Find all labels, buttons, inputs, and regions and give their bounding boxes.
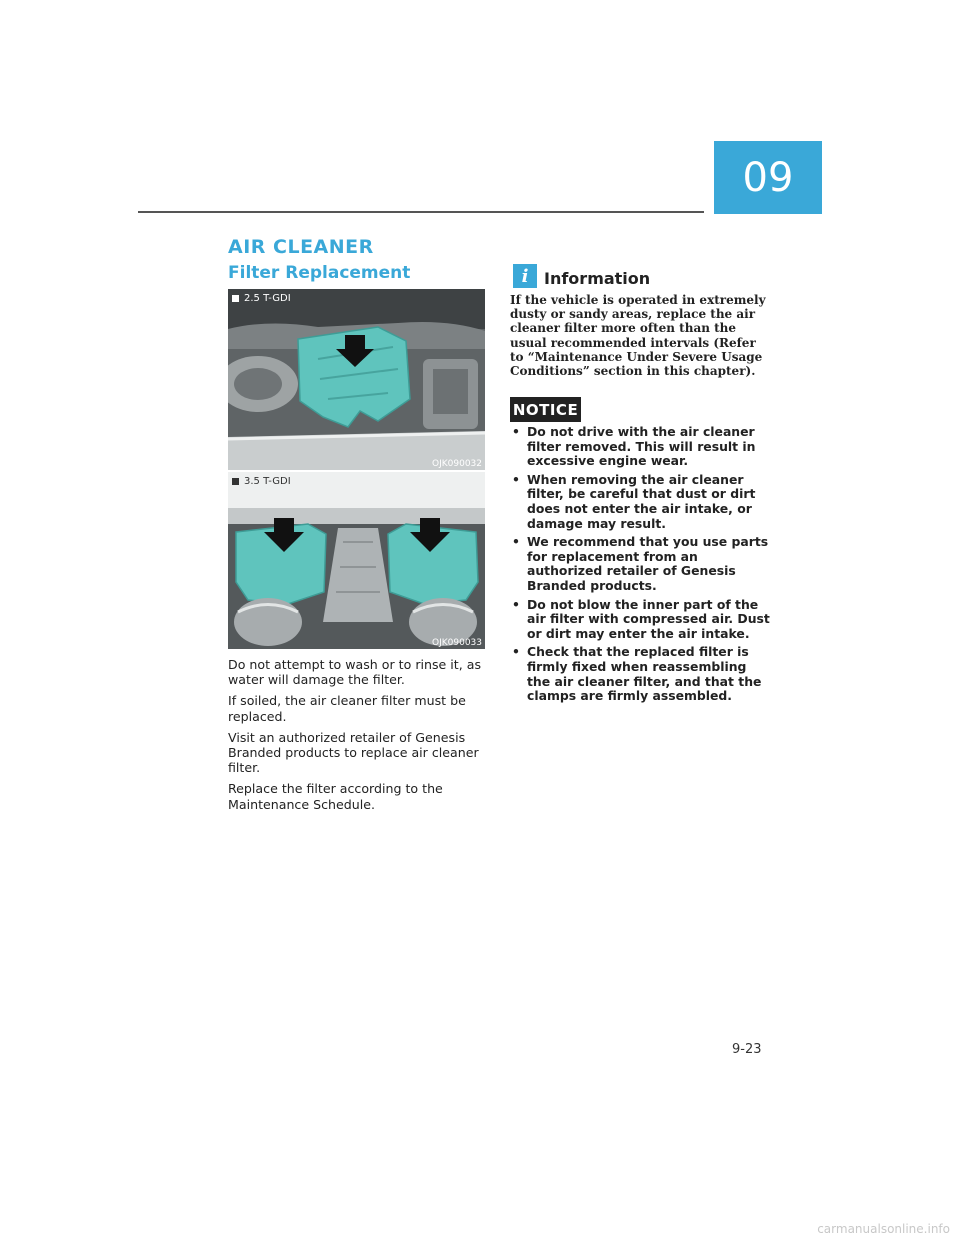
- notice-item: • Check that the replaced filter is firmly fixed when reassembling the air cleaner filter, and that the clamps are firmly assembled.: [510, 645, 772, 703]
- notice-item: • We recommend that you use parts for replacement from an authorized retailer of Genesis Branded products.: [510, 535, 772, 593]
- engine-photo-2-5: [228, 289, 485, 470]
- body-paragraph: Visit an authorized retailer of Genesis Branded products to replace air cleaner filter.: [228, 729, 479, 776]
- page-number: 9-23: [732, 1042, 762, 1057]
- square-bullet-icon: [232, 295, 239, 302]
- body-text: [228, 657, 490, 818]
- chapter-tab: [714, 141, 822, 214]
- body-paragraph: If soiled, the air cleaner filter must be replaced.: [228, 693, 466, 724]
- figure-code: OJK090033: [432, 638, 482, 648]
- notice-item: • Do not drive with the air cleaner filter removed. This will result in excessive engine wear.: [510, 425, 772, 469]
- figure-label: 3.5 T-GDI: [232, 476, 291, 487]
- info-icon: i: [513, 264, 537, 288]
- notice-item: • Do not blow the inner part of the air filter with compressed air. Dust or dirt may enter the air intake.: [510, 598, 772, 642]
- engine-photo-3-5: [228, 472, 485, 649]
- chapter-number: 09: [742, 154, 794, 201]
- footer-watermark: carmanualsonline.info: [817, 1222, 950, 1236]
- notice-list: [510, 425, 772, 708]
- figure-label: 2.5 T-GDI: [232, 293, 291, 304]
- info-text: If the vehicle is operated in extremely dusty or sandy areas, replace the air cleaner filter more often than the usual recommended intervals (Refer to “Maintenance Under Severe Usage Conditions” section in this chapter).: [510, 293, 766, 379]
- section-title: AIR CLEANER: [228, 236, 374, 258]
- square-bullet-icon: [232, 478, 239, 485]
- info-title: Information: [544, 269, 651, 288]
- notice-badge: NOTICE: [510, 397, 581, 422]
- section-subtitle: Filter Replacement: [228, 263, 411, 283]
- figure-code: OJK090032: [432, 459, 482, 469]
- header-rule: [138, 211, 704, 213]
- notice-item: • When removing the air cleaner filter, be careful that dust or dirt does not enter the air intake, or damage may result.: [510, 473, 772, 531]
- engine-illustration-2-5: [228, 289, 485, 470]
- body-paragraph: Replace the filter according to the Maintenance Schedule.: [228, 781, 443, 812]
- body-paragraph: Do not attempt to wash or to rinse it, as water will damage the filter.: [228, 657, 482, 688]
- engine-illustration-3-5: [228, 472, 485, 649]
